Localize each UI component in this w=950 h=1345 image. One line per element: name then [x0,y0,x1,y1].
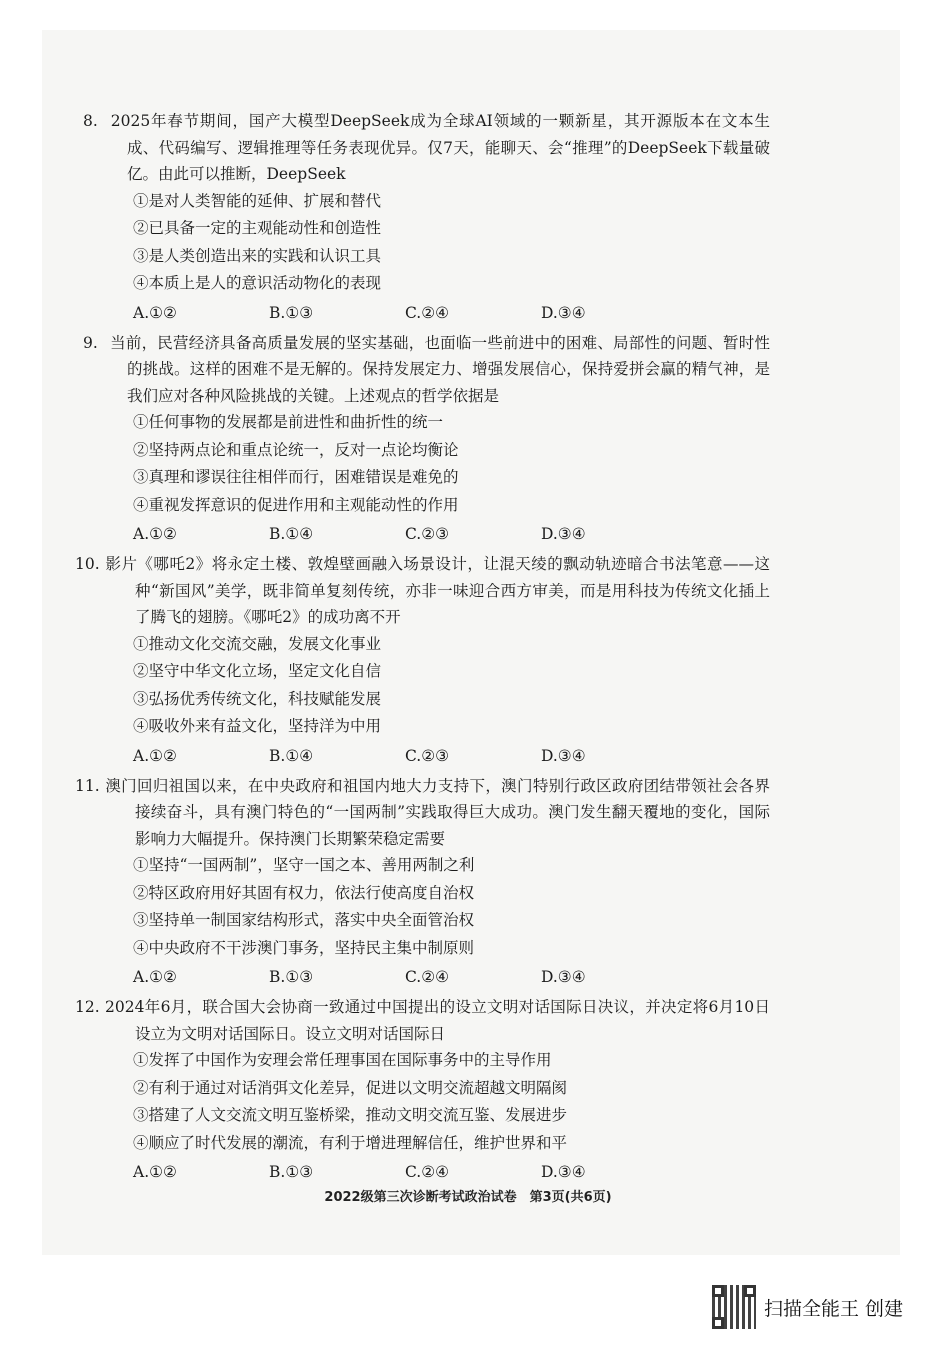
question-stem [105,551,770,631]
question-8 [105,108,770,328]
answer-choices [105,1157,770,1187]
question-text: 澳门回归祖国以来，在中央政府和祖国内地大力支持下，澳门特别行政区政府团结带领社会各界接续奋斗，具有澳门特色的“一国两制”实践取得巨大成功。澳门发生翻天覆地的变化，国际影响力大幅提升。保持澳门长期繁荣稳定需要 [105,776,770,848]
answer-choices [105,962,770,992]
choice-d: D.③④ [541,746,586,765]
choice-a: A.①② [133,303,177,322]
choice-d: D.③④ [541,968,586,986]
option-3: ③是人类创造出来的实践和认识工具 [133,246,382,265]
question-text: 当前，民营经济具备高质量发展的坚实基础，也面临一些前进中的困难、局部性的问题、暂时性的挑战。这样的困难不是无解的。保持发展定力、增强发展信心，保持爱拼会赢的精气神，是我们应对各种风险挑战的关键。上述观点的哲学依据是 [110,333,770,405]
choice-b: B.①③ [269,1163,314,1181]
option-2: ②坚守中华文化立场，坚定文化自信 [133,662,382,680]
choice-a: A.①② [133,968,177,986]
question-9 [105,330,770,550]
option-1: ①坚持“一国两制”，坚守一国之本、善用两制之利 [133,856,475,874]
answer-choices [105,519,770,549]
qr-code-icon [712,1285,756,1329]
option-4: ④本质上是人的意识活动物化的表现 [133,274,382,292]
option-3: ③搭建了人文交流文明互鉴桥梁，推动文明交流互鉴、发展进步 [133,1106,568,1124]
choice-d: D.③④ [541,1163,586,1181]
option-3: ③弘扬优秀传统文化，科技赋能发展 [133,689,382,708]
option-1: ①是对人类智能的延伸、扩展和替代 [133,191,382,210]
choice-d: D.③④ [541,525,586,543]
option-2: ②特区政府用好其固有权力，依法行使高度自治权 [133,883,475,902]
option-1: ①推动文化交流交融，发展文化事业 [133,634,382,653]
question-stem [105,108,770,188]
choice-c: C.②③ [405,525,450,543]
choice-b: B.①④ [269,525,314,543]
option-2: ②有利于通过对话消弭文化差异，促进以文明交流超越文明隔阂 [133,1078,568,1097]
answer-choices [105,741,770,771]
choice-c: C.②③ [405,746,450,765]
option-3: ③真理和谬误往往相伴而行，困难错误是难免的 [133,468,459,486]
option-2: ②已具备一定的主观能动性和创造性 [133,219,382,237]
option-4: ④中央政府不干涉澳门事务，坚持民主集中制原则 [133,938,475,957]
scanner-watermark [712,1285,903,1329]
page-footer: 2022级第三次诊断考试政治试卷 第3页(共6页) [324,1190,612,1205]
question-11 [105,773,770,993]
choice-a: A.①② [133,525,177,543]
question-stem [105,994,770,1047]
choice-a: A.①② [133,1163,177,1181]
option-4: ④吸收外来有益文化，坚持洋为中用 [133,717,382,735]
option-4: ④顺应了时代发展的潮流，有利于增进理解信任，维护世界和平 [133,1133,568,1152]
question-list [105,108,770,1189]
choice-b: B.①③ [269,968,314,986]
choice-b: B.①④ [269,746,314,765]
option-3: ③坚持单一制国家结构形式，落实中央全面管治权 [133,911,475,929]
option-2: ②坚持两点论和重点论统一，反对一点论均衡论 [133,440,459,459]
question-text: 2025年春节期间，国产大模型DeepSeek成为全球AI领域的一颗新星，其开源版本在文本生成、代码编写、逻辑推理等任务表现优异。仅7天，能聊天、会“推理”的DeepSeek下载量破亿。由此可以推断，DeepSeek [110,112,770,183]
choice-c: C.②④ [405,303,450,322]
question-text: 影片《哪吒2》将永定土楼、敦煌壁画融入场景设计，让混天绫的飘动轨迹暗合书法笔意——这种“新国风”美学，既非简单复刻传统，亦非一味迎合西方审美，而是用科技为传统文化插上了腾飞的翅膀。《哪吒2》的成功离不开 [105,555,770,626]
scanner-label: 扫描全能王 创建 [764,1297,904,1320]
question-stem [105,773,770,853]
choice-b: B.①③ [269,303,314,322]
option-4: ④重视发挥意识的促进作用和主观能动性的作用 [133,495,459,514]
question-stem [105,330,770,410]
question-text: 2024年6月，联合国大会协商一致通过中国提出的设立文明对话国际日决议，并决定将6月10日设立为文明对话国际日。设立文明对话国际日 [105,998,770,1043]
answer-choices [105,298,770,328]
choice-c: C.②④ [405,968,450,986]
option-1: ①任何事物的发展都是前进性和曲折性的统一 [133,413,444,431]
choice-a: A.①② [133,746,177,765]
option-1: ①发挥了中国作为安理会常任理事国在国际事务中的主导作用 [133,1051,552,1069]
question-12 [105,994,770,1187]
choice-d: D.③④ [541,303,586,322]
choice-c: C.②④ [405,1163,450,1181]
question-10 [105,551,770,771]
